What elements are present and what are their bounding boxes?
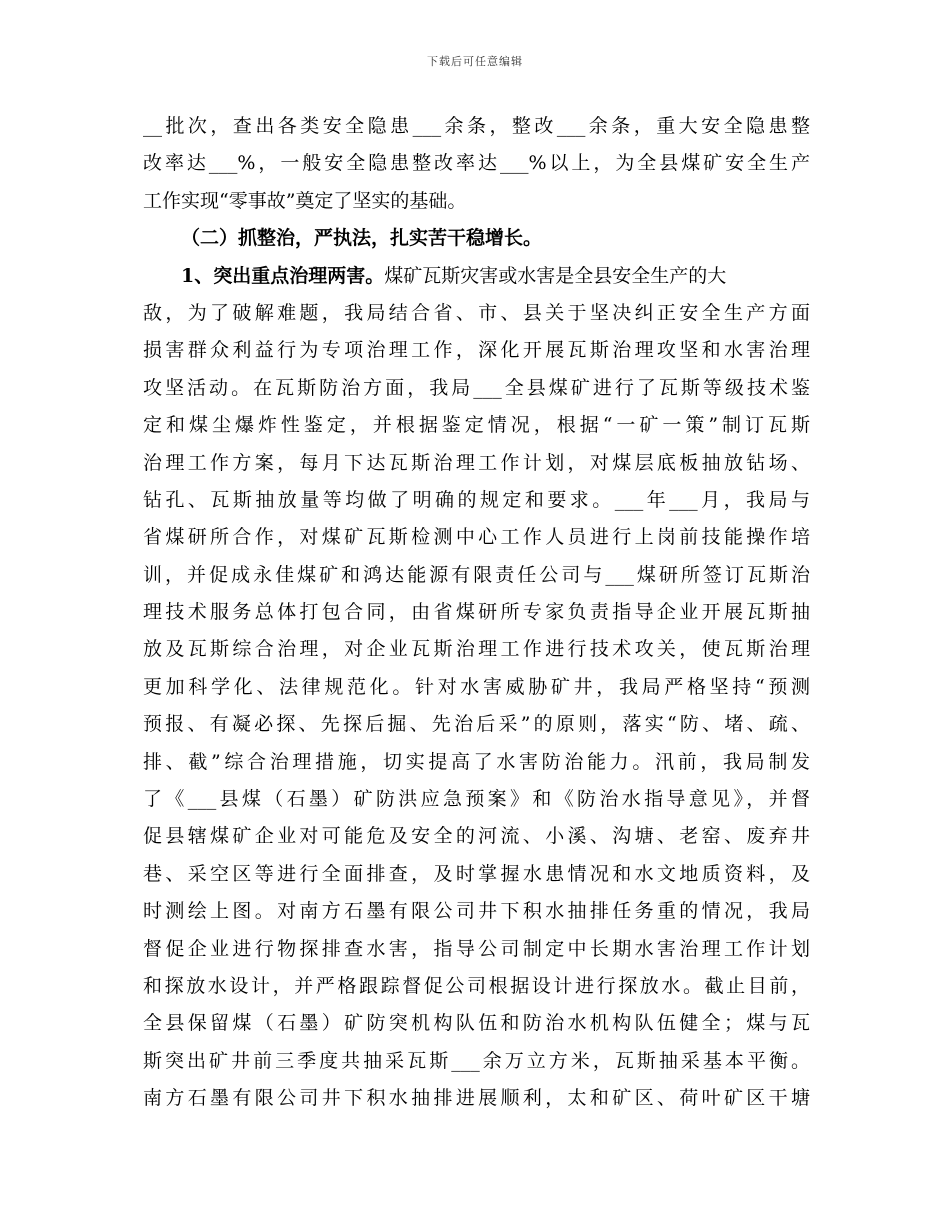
section-heading: （二）抓整治，严执法，扎实苦干稳增长。 <box>181 227 543 250</box>
page-header: 下载后可任意编辑 <box>427 55 523 68</box>
paragraph-line: 敌，为了破解难题，我局结合省、市、县关于坚决纠正安全生产方面 <box>143 301 810 324</box>
paragraph-line: 省煤研所合作，对煤矿瓦斯检测中心工作人员进行上岗前技能操作培 <box>143 526 810 549</box>
paragraph-line: 斯突出矿井前三季度共抽采瓦斯___余万立方米，瓦斯抽采基本平衡。 <box>143 1049 810 1072</box>
paragraph-line: 治理工作方案，每月下达瓦斯治理工作计划，对煤层底板抽放钻场、 <box>143 451 810 474</box>
paragraph-line: 损害群众利益行为专项治理工作，深化开展瓦斯治理攻坚和水害治理 <box>143 339 810 362</box>
document-body <box>143 108 810 1118</box>
paragraph-line: 巷、采空区等进行全面排查，及时掌握水患情况和水文地质资料，及 <box>143 862 810 885</box>
paragraph-line: __批次，查出各类安全隐患___余条，整改___余条，重大安全隐患整 <box>143 115 810 137</box>
paragraph-line: 全县保留煤（石墨）矿防突机构队伍和防治水机构队伍健全；煤与瓦 <box>143 1012 810 1035</box>
paragraph-line: 定和煤尘爆炸性鉴定，并根据鉴定情况，根据“一矿一策”制订瓦斯 <box>143 414 810 437</box>
paragraph-line: 放及瓦斯综合治理，对企业瓦斯治理工作进行技术攻关，使瓦斯治理 <box>143 638 810 661</box>
paragraph-line: 预报、有凝必探、先探后掘、先治后采”的原则，落实“防、堵、疏、 <box>143 713 810 736</box>
paragraph-line: 工作实现“零事故”奠定了坚实的基础。 <box>143 189 467 212</box>
paragraph-line: 和探放水设计，并严格跟踪督促公司根据设计进行探放水。截止目前， <box>143 974 810 997</box>
paragraph-line: 南方石墨有限公司井下积水抽排进展顺利，太和矿区、荷叶矿区干塘 <box>143 1087 810 1110</box>
paragraph-line: 了《___县煤（石墨）矿防洪应急预案》和《防治水指导意见》，并督 <box>143 788 810 811</box>
paragraph-line: 督促企业进行物探排查水害，指导公司制定中长期水害治理工作计划 <box>143 937 810 960</box>
paragraph-line: 时测绘上图。对南方石墨有限公司井下积水抽排任务重的情况，我局 <box>143 900 810 923</box>
paragraph-line: 训，并促成永佳煤矿和鸿达能源有限责任公司与___煤研所签订瓦斯治 <box>143 563 810 586</box>
paragraph-line: 钻孔、瓦斯抽放量等均做了明确的规定和要求。___年___月，我局与 <box>143 488 810 511</box>
paragraph-line: 更加科学化、法律规范化。针对水害威胁矿井，我局严格坚持“预测 <box>143 675 810 698</box>
paragraph-line: 理技术服务总体打包合同，由省煤研所专家负责指导企业开展瓦斯抽 <box>143 601 810 624</box>
paragraph-line: 攻坚活动。在瓦斯防治方面，我局___全县煤矿进行了瓦斯等级技术鉴 <box>143 376 810 399</box>
paragraph-line: 改率达___%，一般安全隐患整改率达___%以上，为全县煤矿安全生产 <box>143 152 810 175</box>
subsection-heading: 1、突出重点治理两害。 <box>181 264 385 287</box>
paragraph-line: 排、截”综合治理措施，切实提高了水害防治能力。汛前，我局制发 <box>143 750 810 773</box>
paragraph-text: 煤矿瓦斯灾害或水害是全县安全生产的大 <box>384 264 727 287</box>
paragraph-line: 促县辖煤矿企业对可能危及安全的河流、小溪、沟塘、老窑、废弃井 <box>143 825 810 848</box>
paragraph-line-first <box>143 258 810 295</box>
